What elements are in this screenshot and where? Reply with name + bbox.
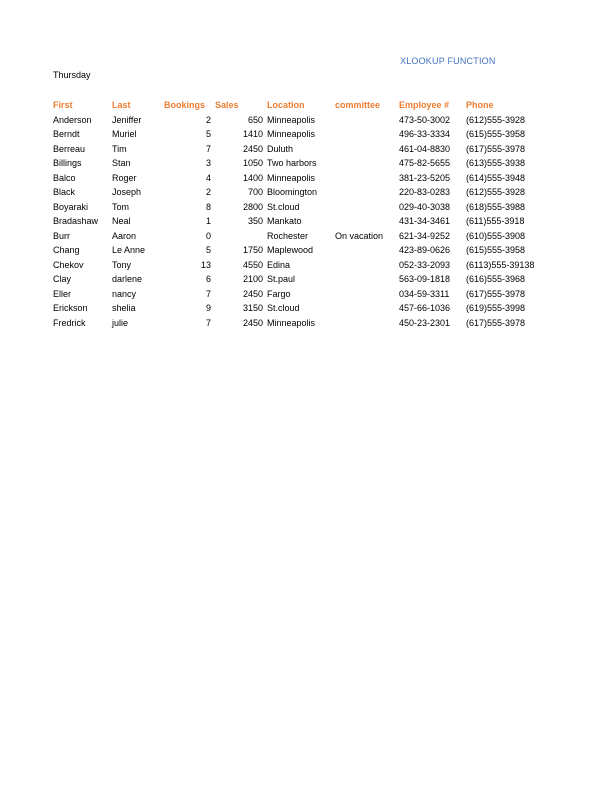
cell-last: nancy	[112, 288, 137, 299]
cell-phone: (615)555-3958	[466, 245, 526, 255]
cell-employee: 496-33-3334	[399, 129, 451, 139]
cell-sales: 700	[247, 187, 263, 197]
cell-first: Fredrick	[53, 317, 86, 328]
cell-sales: 3150	[242, 303, 263, 313]
cell-bookings: 7	[205, 143, 211, 154]
cell-last: Stan	[112, 158, 131, 168]
cell-phone: (610)555-3908	[466, 230, 526, 241]
cell-last: Tony	[112, 259, 132, 270]
cell-phone: (614)555-3948	[466, 172, 526, 183]
cell-first: Berndt	[53, 129, 80, 139]
column-header-committee: committee	[335, 100, 381, 110]
cell-bookings: 0	[205, 230, 211, 241]
cell-employee: 029-40-3038	[399, 201, 451, 212]
cell-last: Neal	[112, 216, 131, 226]
cell-employee: 381-23-5205	[399, 172, 451, 183]
cell-phone: (611)555-3918	[466, 216, 525, 226]
cell-phone: (617)555-3978	[466, 317, 526, 328]
table-row	[0, 243, 612, 258]
column-header-employee: Employee #	[399, 100, 450, 110]
cell-location: Fargo	[267, 288, 291, 299]
cell-location: Maplewood	[267, 245, 314, 255]
cell-employee: 423-89-0626	[399, 245, 451, 255]
cell-first: Erickson	[53, 303, 88, 313]
cell-last: Muriel	[112, 129, 137, 139]
cell-bookings: 4	[205, 172, 211, 183]
cell-phone: (6113)555-39138	[466, 259, 535, 270]
cell-employee: 450-23-2301	[399, 317, 451, 328]
column-header-first: First	[53, 100, 73, 110]
cell-bookings: 3	[205, 158, 211, 168]
cell-last: darlene	[112, 274, 143, 284]
cell-location: Duluth	[267, 143, 294, 154]
cell-location: Minneapolis	[267, 172, 316, 183]
cell-bookings: 1	[205, 216, 211, 226]
cell-first: Bradashaw	[53, 216, 99, 226]
cell-bookings: 6	[205, 274, 211, 284]
cell-last: Le Anne	[112, 245, 146, 255]
cell-first: Black	[53, 187, 76, 197]
cell-location: St.cloud	[267, 303, 300, 313]
cell-first: Chang	[53, 245, 80, 255]
cell-phone: (618)555-3988	[466, 201, 526, 212]
cell-last: Tom	[112, 201, 130, 212]
cell-last: julie	[112, 317, 129, 328]
cell-sales: 2100	[242, 274, 263, 284]
cell-first: Boyaraki	[53, 201, 89, 212]
table-row	[0, 156, 612, 171]
cell-last: Jeniffer	[112, 114, 142, 125]
cell-bookings: 5	[205, 129, 211, 139]
cell-phone: (613)555-3938	[466, 158, 526, 168]
cell-bookings: 2	[205, 114, 211, 125]
table-row	[0, 113, 612, 128]
cell-employee: 034-59-3311	[399, 288, 450, 299]
cell-bookings: 9	[205, 303, 211, 313]
cell-sales: 650	[247, 114, 263, 125]
cell-location: Edina	[267, 259, 291, 270]
data-table	[0, 98, 612, 330]
cell-employee: 563-09-1818	[399, 274, 451, 284]
cell-bookings: 7	[205, 317, 211, 328]
cell-sales: 1050	[242, 158, 263, 168]
cell-location: Bloomington	[267, 187, 318, 197]
cell-first: Anderson	[53, 114, 92, 125]
cell-phone: (615)555-3958	[466, 129, 526, 139]
cell-sales: 1750	[242, 245, 263, 255]
cell-employee: 052-33-2093	[399, 259, 451, 270]
cell-employee: 220-83-0283	[399, 187, 451, 197]
cell-last: Roger	[112, 172, 137, 183]
cell-employee: 461-04-8830	[399, 143, 451, 154]
cell-phone: (616)555-3968	[466, 274, 526, 284]
column-header-last: Last	[112, 100, 131, 110]
day-label: Thursday	[53, 70, 91, 80]
cell-phone: (617)555-3978	[466, 143, 526, 154]
cell-first: Billings	[53, 158, 82, 168]
cell-location: Rochester	[267, 230, 309, 241]
cell-bookings: 2	[205, 187, 211, 197]
cell-sales: 2800	[242, 201, 263, 212]
table-row	[0, 214, 612, 229]
table-row	[0, 185, 612, 200]
cell-first: Burr	[53, 230, 71, 241]
cell-sales: 1410	[242, 129, 263, 139]
table-row	[0, 200, 612, 215]
cell-phone: (617)555-3978	[466, 288, 526, 299]
cell-last: Joseph	[112, 187, 142, 197]
table-row	[0, 171, 612, 186]
cell-location: Mankato	[267, 216, 302, 226]
cell-employee: 431-34-3461	[399, 216, 451, 226]
cell-first: Eller	[53, 288, 72, 299]
cell-employee: 475-82-5655	[399, 158, 451, 168]
table-header-row	[0, 98, 612, 113]
table-row	[0, 272, 612, 287]
cell-employee: 457-66-1036	[399, 303, 451, 313]
cell-sales: 1400	[242, 172, 263, 183]
table-row	[0, 142, 612, 157]
cell-location: Minneapolis	[267, 114, 316, 125]
table-row	[0, 258, 612, 273]
table-body	[0, 113, 612, 331]
cell-phone: (619)555-3998	[466, 303, 526, 313]
table-row	[0, 229, 612, 244]
cell-bookings: 8	[205, 201, 211, 212]
cell-sales: 2450	[242, 143, 263, 154]
cell-sales: 350	[247, 216, 263, 226]
cell-bookings: 13	[200, 259, 211, 270]
table-row	[0, 127, 612, 142]
cell-location: St.cloud	[267, 201, 300, 212]
cell-employee: 621-34-9252	[399, 230, 451, 241]
column-header-sales: Sales	[215, 100, 239, 110]
cell-last: Aaron	[112, 230, 137, 241]
cell-sales: 2450	[242, 288, 263, 299]
cell-first: Berreau	[53, 143, 86, 154]
cell-bookings: 5	[205, 245, 211, 255]
page-title: XLOOKUP FUNCTION	[400, 56, 496, 66]
cell-first: Clay	[53, 274, 72, 284]
column-header-location: Location	[267, 100, 305, 110]
cell-location: Minneapolis	[267, 317, 316, 328]
table-row	[0, 287, 612, 302]
cell-last: shelia	[112, 303, 136, 313]
table-row	[0, 316, 612, 331]
cell-employee: 473-50-3002	[399, 114, 451, 125]
cell-first: Chekov	[53, 259, 84, 270]
cell-last: Tim	[112, 143, 127, 154]
column-header-bookings: Bookings	[164, 100, 206, 110]
cell-phone: (612)555-3928	[466, 114, 526, 125]
cell-phone: (612)555-3928	[466, 187, 526, 197]
column-header-phone: Phone	[466, 100, 494, 110]
cell-first: Balco	[53, 172, 76, 183]
table-row	[0, 301, 612, 316]
cell-location: Two harbors	[267, 158, 317, 168]
cell-sales: 4550	[242, 259, 263, 270]
cell-sales: 2450	[242, 317, 263, 328]
cell-bookings: 7	[205, 288, 211, 299]
cell-location: St.paul	[267, 274, 296, 284]
cell-committee: On vacation	[335, 230, 384, 241]
cell-location: Minneapolis	[267, 129, 316, 139]
